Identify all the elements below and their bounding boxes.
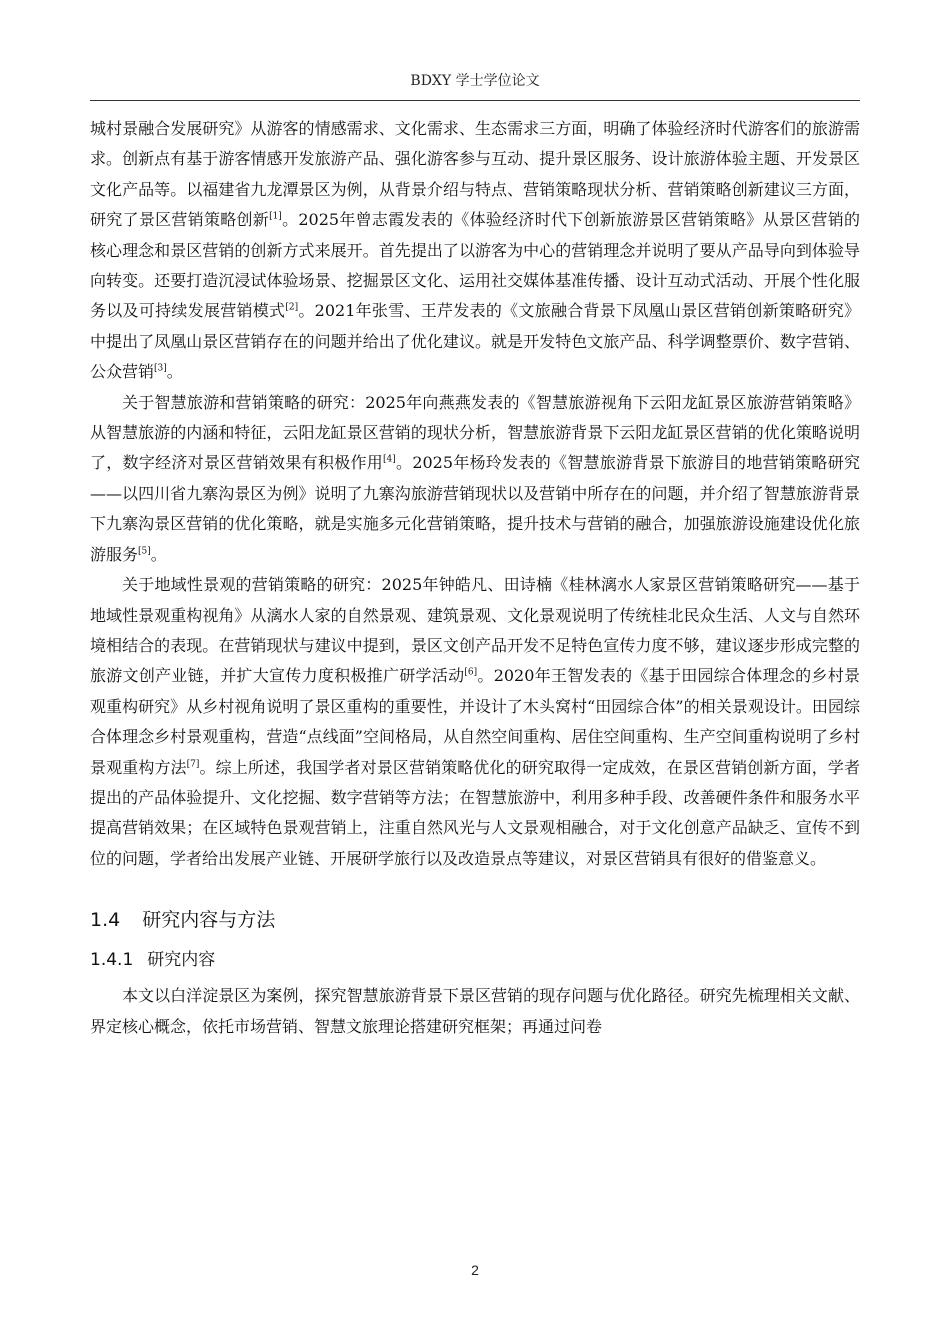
paragraph-text: 。2025年杨玲发表的《智慧旅游背景下旅游目的地营销策略研究——以四川省九寨沟景区为例》说明了九寨沟旅游营销现状以及营销中所存在的问题，并介绍了智慧旅游背景下九寨沟景区营销的优化策略，就是实施多元化营销策略，提升技术与营销的融合，加强旅游设施建设优化旅游服务 [90,453,860,564]
citation: [3] [154,363,167,374]
paragraph-text: 。2025年曾志霞发表的《体验经济时代下创新旅游景区营销策略》从景区营销的核心理念和景区营销的创新方式来展开。首先提出了以游客为中心的营销理念并说明了要从产品导向到体验导向转变。还要打造沉浸试体验场景、挖掘景区文化、运用社交媒体基准传播、设计互动式活动、开展个性化服务以及可持续发展营销模式 [90,210,860,321]
paragraph-text: 。2020年王智发表的《基于田园综合体理念的乡村景观重构研究》从乡村视角说明了景区重构的重要性，并设计了木头窝村“田园综合体”的相关景观设计。田园综合体理念乡村景观重构，营造“点线面”空间格局，从自然空间重构、居住空间重构、生产空间重构说明了乡村景观重构方法 [90,666,860,777]
citation: [2] [285,303,299,314]
subsection-heading [90,945,860,975]
paragraph-text: 。 [150,544,167,564]
paragraph-2 [90,388,860,570]
paragraph-3 [90,570,860,874]
paragraph-text: 关于地域性景观的营销策略的研究：2025年钟皓凡、田诗楠《桂林漓水人家景区营销策略研究——基于地域性景观重构视角》从漓水人家的自然景观、建筑景观、文化景观说明了传统桂北民众生活、人文与自然环境相结合的表现。在营销现状与建议中提到，景区文创产品开发不足特色宣传力度不够，建议逐步形成完整的旅游文创产业链，并扩大宣传力度积极推广研学活动 [90,575,860,686]
subsection-number: 1.4.1 [90,950,134,971]
citation: [5] [138,546,151,557]
citation: [7] [186,759,200,770]
section-heading [90,905,860,935]
citation: [4] [383,455,396,466]
subsection-title: 研究内容 [147,950,216,971]
paragraph-text: 。综上所述，我国学者对景区营销策略优化的研究取得一定成效，在景区营销创新方面，学者提出的产品体验提升、文化挖掘、数字营销等方法；在智慧旅游中，利用多种手段、改善硬件条件和服务水平提高营销效果；在区域特色景观营销上，注重自然风光与人文景观相融合，对于文化创意产品缺乏、宣传不到位的问题，学者给出发展产业链、开展研学旅行以及改造景点等建议，对景区营销具有很好的借鉴意义。 [90,757,860,868]
header-title: BDXY 学士学位论文 [410,73,540,89]
paragraph-text: 。 [166,362,183,382]
section-title: 研究内容与方法 [142,909,276,932]
paragraph-text: 本文以白洋淀景区为案例，探究智慧旅游背景下景区营销的现存问题与优化路径。研究先梳理相关文献、界定核心概念，依托市场营销、智慧文旅理论搭建研究框架；再通过问卷 [90,986,860,1036]
section-number: 1.4 [90,909,121,932]
paragraph-text: 城村景融合发展研究》从游客的情感需求、文化需求、生态需求三方面，明确了体验经济时代游客们的旅游需求。创新点有基于游客情感开发旅游产品、强化游客参与互动、提升景区服务、设计旅游体验主题、开发景区文化产品等。以福建省九龙潭景区为例，从背景介绍与特点、营销策略现状分析、营销策略创新建议三方面，研究了景区营销策略创新 [90,119,860,230]
paragraph-4 [90,981,860,1042]
paragraph-1 [90,114,860,388]
page-header [90,70,860,101]
page-number: 2 [471,1262,479,1278]
citation: [6] [464,667,478,678]
paragraph-text: 。2021年张雪、王芹发表的《文旅融合背景下凤凰山景区营销创新策略研究》中提出了凤凰山景区营销存在的问题并给出了优化建议。就是开发特色文旅产品、科学调整票价、数字营销、公众营销 [90,301,860,382]
citation: [1] [269,211,282,222]
document-body [90,114,860,1042]
paragraph-text: 关于智慧旅游和营销策略的研究：2025年向燕燕发表的《智慧旅游视角下云阳龙缸景区旅游营销策略》从智慧旅游的内涵和特征，云阳龙缸景区营销的现状分析，智慧旅游背景下云阳龙缸景区营销的优化策略说明了，数字经济对景区营销效果有积极作用 [90,392,860,473]
